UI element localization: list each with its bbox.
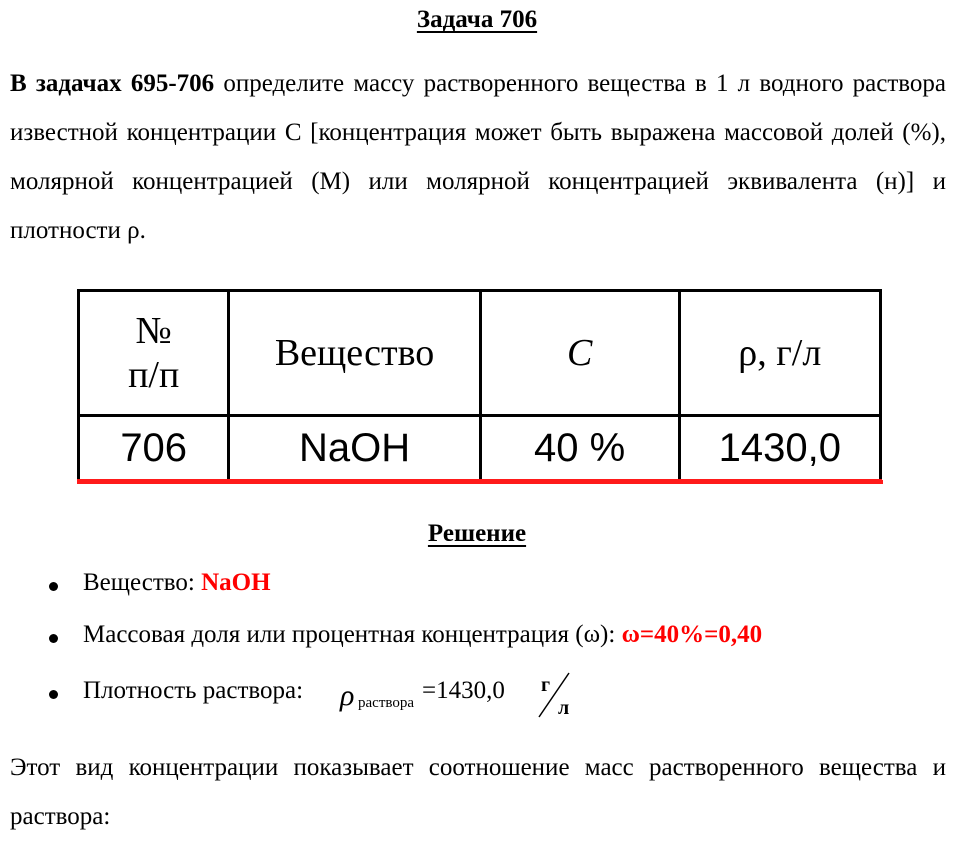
density-label: Плотность раствора: — [83, 677, 304, 704]
list-item-text — [83, 621, 762, 649]
header-number-symbol: № — [135, 310, 172, 352]
task-statement-text: определите массу растворенного вещества в 1 л водного раствора известной концентрации С [концентрация может быть выражена массовой долей (%), молярной концентрацией (М) или молярной концентрацией эквивалента (н)] и плотности ρ. — [10, 70, 946, 244]
cell-concentration: 40 % — [480, 416, 679, 481]
header-substance: Вещество — [229, 291, 480, 416]
task-data-table — [77, 289, 882, 482]
cell-number: 706 — [79, 416, 229, 481]
substance-value: NaOH — [201, 569, 271, 596]
substance-label: Вещество: — [83, 569, 202, 596]
task-title: Задача 706 — [416, 6, 538, 33]
density-formula — [330, 667, 590, 723]
list-item-text — [83, 569, 271, 597]
task-statement — [10, 59, 946, 255]
bullet-dot-icon — [49, 582, 58, 591]
header-number-abbr: п/п — [128, 354, 180, 396]
explanation-paragraph: Этот вид концентрации показывает соотношение масс растворенного вещества и раствора: — [10, 754, 946, 830]
header-number — [79, 291, 229, 416]
unit-numerator: г — [541, 674, 551, 696]
bullet-dot-icon — [49, 634, 58, 643]
rho-subscript: раствора — [358, 695, 415, 711]
bullet-dot-icon — [49, 690, 58, 699]
unit-denominator: л — [558, 697, 570, 719]
density-value: =1430,0 — [422, 677, 505, 704]
table-header-row — [79, 291, 881, 416]
header-density: ρ, г/л — [679, 291, 880, 416]
mass-fraction-value: ω=40%=0,40 — [621, 621, 763, 648]
task-range-label: В задачах 695-706 — [10, 70, 215, 97]
rho-symbol: ρ — [340, 679, 355, 712]
mass-fraction-label: Массовая доля или процентная концентрация (ω): — [83, 621, 622, 648]
header-concentration: С — [480, 291, 679, 416]
table-row — [79, 416, 881, 481]
cell-density: 1430,0 — [679, 416, 880, 481]
table-red-underline — [77, 480, 883, 484]
cell-substance: NaOH — [229, 416, 480, 481]
solution-heading: Решение — [427, 520, 527, 547]
